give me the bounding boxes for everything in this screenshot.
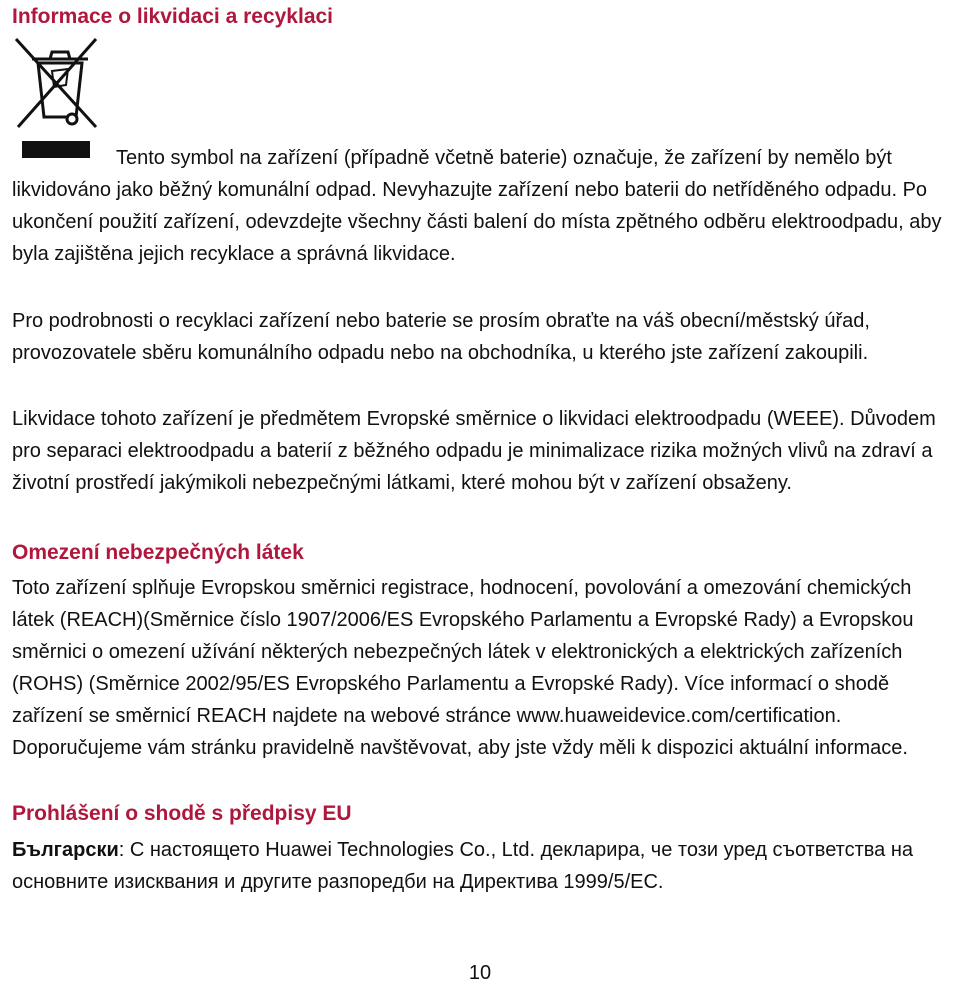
reach-rohs-text: Toto zařízení splňuje Evropskou směrnici registrace, hodnocení, povolování a omezování chemických látek (REACH)(Směrnice číslo 1907/2006/ES Evropského Parlamentu a Evropské Rady) a Evropskou směrnici o omezení užívání některých nebezpečných látek v elektronických a elektrických zařízeních (ROHS) (Směrnice 2002/95/ES Evropského Parlamentu a Evropské Rady). Více informací o shodě zařízení se směrnicí REACH najdete na webové stránce www.huaweidevice.com/certification. Doporučujeme vám stránku pravidelně navštěvovat, aby jste vždy měli k dispozici aktuální informace. — [12, 577, 914, 759]
declaration-statement: : С настоящето Huawei Technologies Co., Ltd. декларира, че този уред съответства на основните изисквания и другите разпоредби на Директива 1999/5/ЕС. — [12, 839, 913, 893]
eu-declaration-text — [12, 834, 960, 898]
page-number: 10 — [468, 962, 492, 984]
disposal-intro-text: Tento symbol na zařízení (případně včetně baterie) označuje, že zařízení by nemělo být likvidováno jako běžný komunální odpad. Nevyhazujte zařízení nebo baterii do netříděného odpadu. Po ukončení použití zařízení, odevzdejte všechny části balení do místa zpětného odběru elektroodpadu, aby byla zajištěna jejich recyklace a správná likvidace. — [12, 147, 942, 265]
hazardous-substances-heading: Omezení nebezpečných látek — [12, 541, 304, 564]
weee-directive-text: Likvidace tohoto zařízení je předmětem Evropské směrnice o likvidaci elektroodpadu (WEEE). Důvodem pro separaci elektroodpadu a baterií z běžného odpadu je minimalizace rizika možných vlivů na zdraví a životní prostředí jakýmikoli nebezpečnými látkami, které mohou být v zařízení obsaženy. — [12, 408, 936, 494]
disposal-contact-text: Pro podrobnosti o recyklaci zařízení nebo baterie se prosím obraťte na váš obecní/městský úřad, provozovatele sběru komunálního odpadu nebo na obchodníka, u kterého jste zařízení zakoupili. — [12, 310, 870, 364]
eu-compliance-heading: Prohlášení o shodě s předpisy EU — [12, 802, 352, 825]
disposal-heading: Informace o likvidaci a recyklaci — [12, 5, 334, 28]
language-label: Български — [12, 839, 119, 861]
